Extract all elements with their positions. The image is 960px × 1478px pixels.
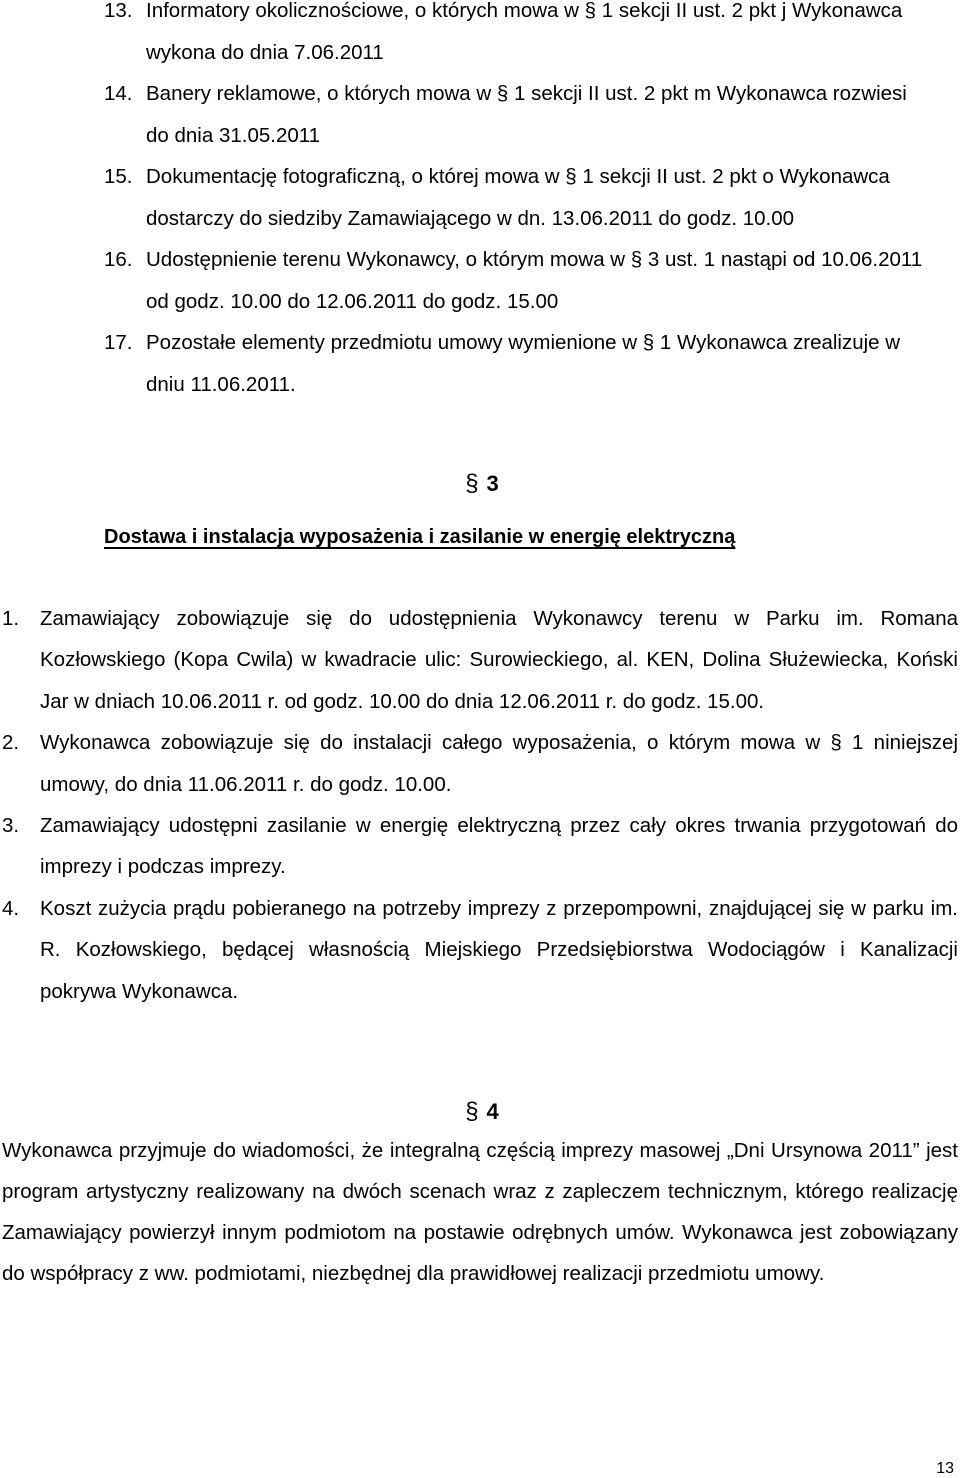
item-number: 2. (2, 731, 20, 755)
item-number: 4. (2, 896, 20, 920)
list-item (104, 0, 924, 73)
item-text: Zamawiający udostępni zasilanie w energię elektryczną przez cały okres trwania przygotowań do imprezy i podczas imprezy. (40, 814, 958, 879)
item-number: 16. (104, 248, 133, 271)
item-text: Udostępnienie terenu Wykonawcy, o którym mowa w § 3 ust. 1 nastąpi od 10.06.2011 od godz. 10.00 do 12.06.2011 do godz. 15.00 (146, 248, 923, 313)
item-text: Pozostałe elementy przedmiotu umowy wymienione w § 1 Wykonawca zrealizuje w dniu 11.06.2011. (146, 331, 901, 396)
list-item (104, 73, 924, 156)
item-text: Banery reklamowe, o których mowa w § 1 sekcji II ust. 2 pkt m Wykonawca rozwiesi do dnia 31.05.2011 (146, 82, 907, 147)
item-number: 14. (104, 82, 133, 105)
item-number: 13. (104, 0, 133, 22)
list-item (104, 156, 924, 239)
section-number: 4 (486, 1099, 499, 1124)
section-symbol: § (465, 470, 479, 497)
section-4-heading (452, 1098, 512, 1126)
page-number: 13 (936, 1460, 954, 1477)
section-symbol: § (465, 1098, 479, 1125)
item-number: 3. (2, 814, 20, 838)
section-3-paragraphs (2, 598, 958, 1012)
item-text: Zamawiający zobowiązuje się do udostępnienia Wykonawcy terenu w Parku im. Romana Kozłowskiego (Kopa Cwila) w kwadracie ulic: Surowieckiego, al. KEN, Dolina Służewiecka, Koński Jar w dniach 10.06.2011 r. od godz. 10.00 do dnia 12.06.2011 r. do godz. 15.00. (40, 607, 958, 713)
item-text: Wykonawca zobowiązuje się do instalacji całego wyposażenia, o którym mowa w § 1 niniejszej umowy, do dnia 11.06.2011 r. do godz. 10.00. (40, 731, 958, 796)
section-number: 3 (486, 471, 499, 496)
item-number: 15. (104, 165, 133, 188)
numbered-list (104, 0, 924, 405)
section-4-paragraph: Wykonawca przyjmuje do wiadomości, że integralną częścią imprezy masowej „Dni Ursynowa 2011” jest program artystyczny realizowany na dwóch scenach wraz z zapleczem technicznym, którego realizację Zamawiający powierzył innym podmiotom na postawie odrębnych umów. Wykonawca jest zobowiązany do współpracy z ww. podmiotami, niezbędnej dla prawidłowej realizacji przedmiotu umowy. (2, 1139, 958, 1285)
item-text: Informatory okolicznościowe, o których mowa w § 1 sekcji II ust. 2 pkt j Wykonawca wykona do dnia 7.06.2011 (146, 0, 903, 64)
item-text: Koszt zużycia prądu pobieranego na potrzeby imprezy z przepompowni, znajdującej się w parku im. R. Kozłowskiego, będącej własnością Miejskiego Przedsiębiorstwa Wodociągów i Kanalizacji pokrywa Wykonawca. (40, 896, 958, 1003)
list-item (2, 722, 958, 805)
list-item (2, 598, 958, 722)
list-item (2, 888, 958, 1012)
list-item (104, 239, 924, 322)
item-text: Dokumentację fotograficzną, o której mowa w § 1 sekcji II ust. 2 pkt o Wykonawca dostarczy do siedziby Zamawiającego w dn. 13.06.2011 do godz. 10.00 (146, 165, 890, 230)
section-3-title: Dostawa i instalacja wyposażenia i zasilanie w energię elektryczną (104, 526, 736, 548)
section-3-heading (452, 470, 512, 498)
item-number: 17. (104, 331, 133, 354)
item-number: 1. (2, 607, 20, 630)
list-item (104, 322, 924, 405)
list-item (2, 805, 958, 888)
